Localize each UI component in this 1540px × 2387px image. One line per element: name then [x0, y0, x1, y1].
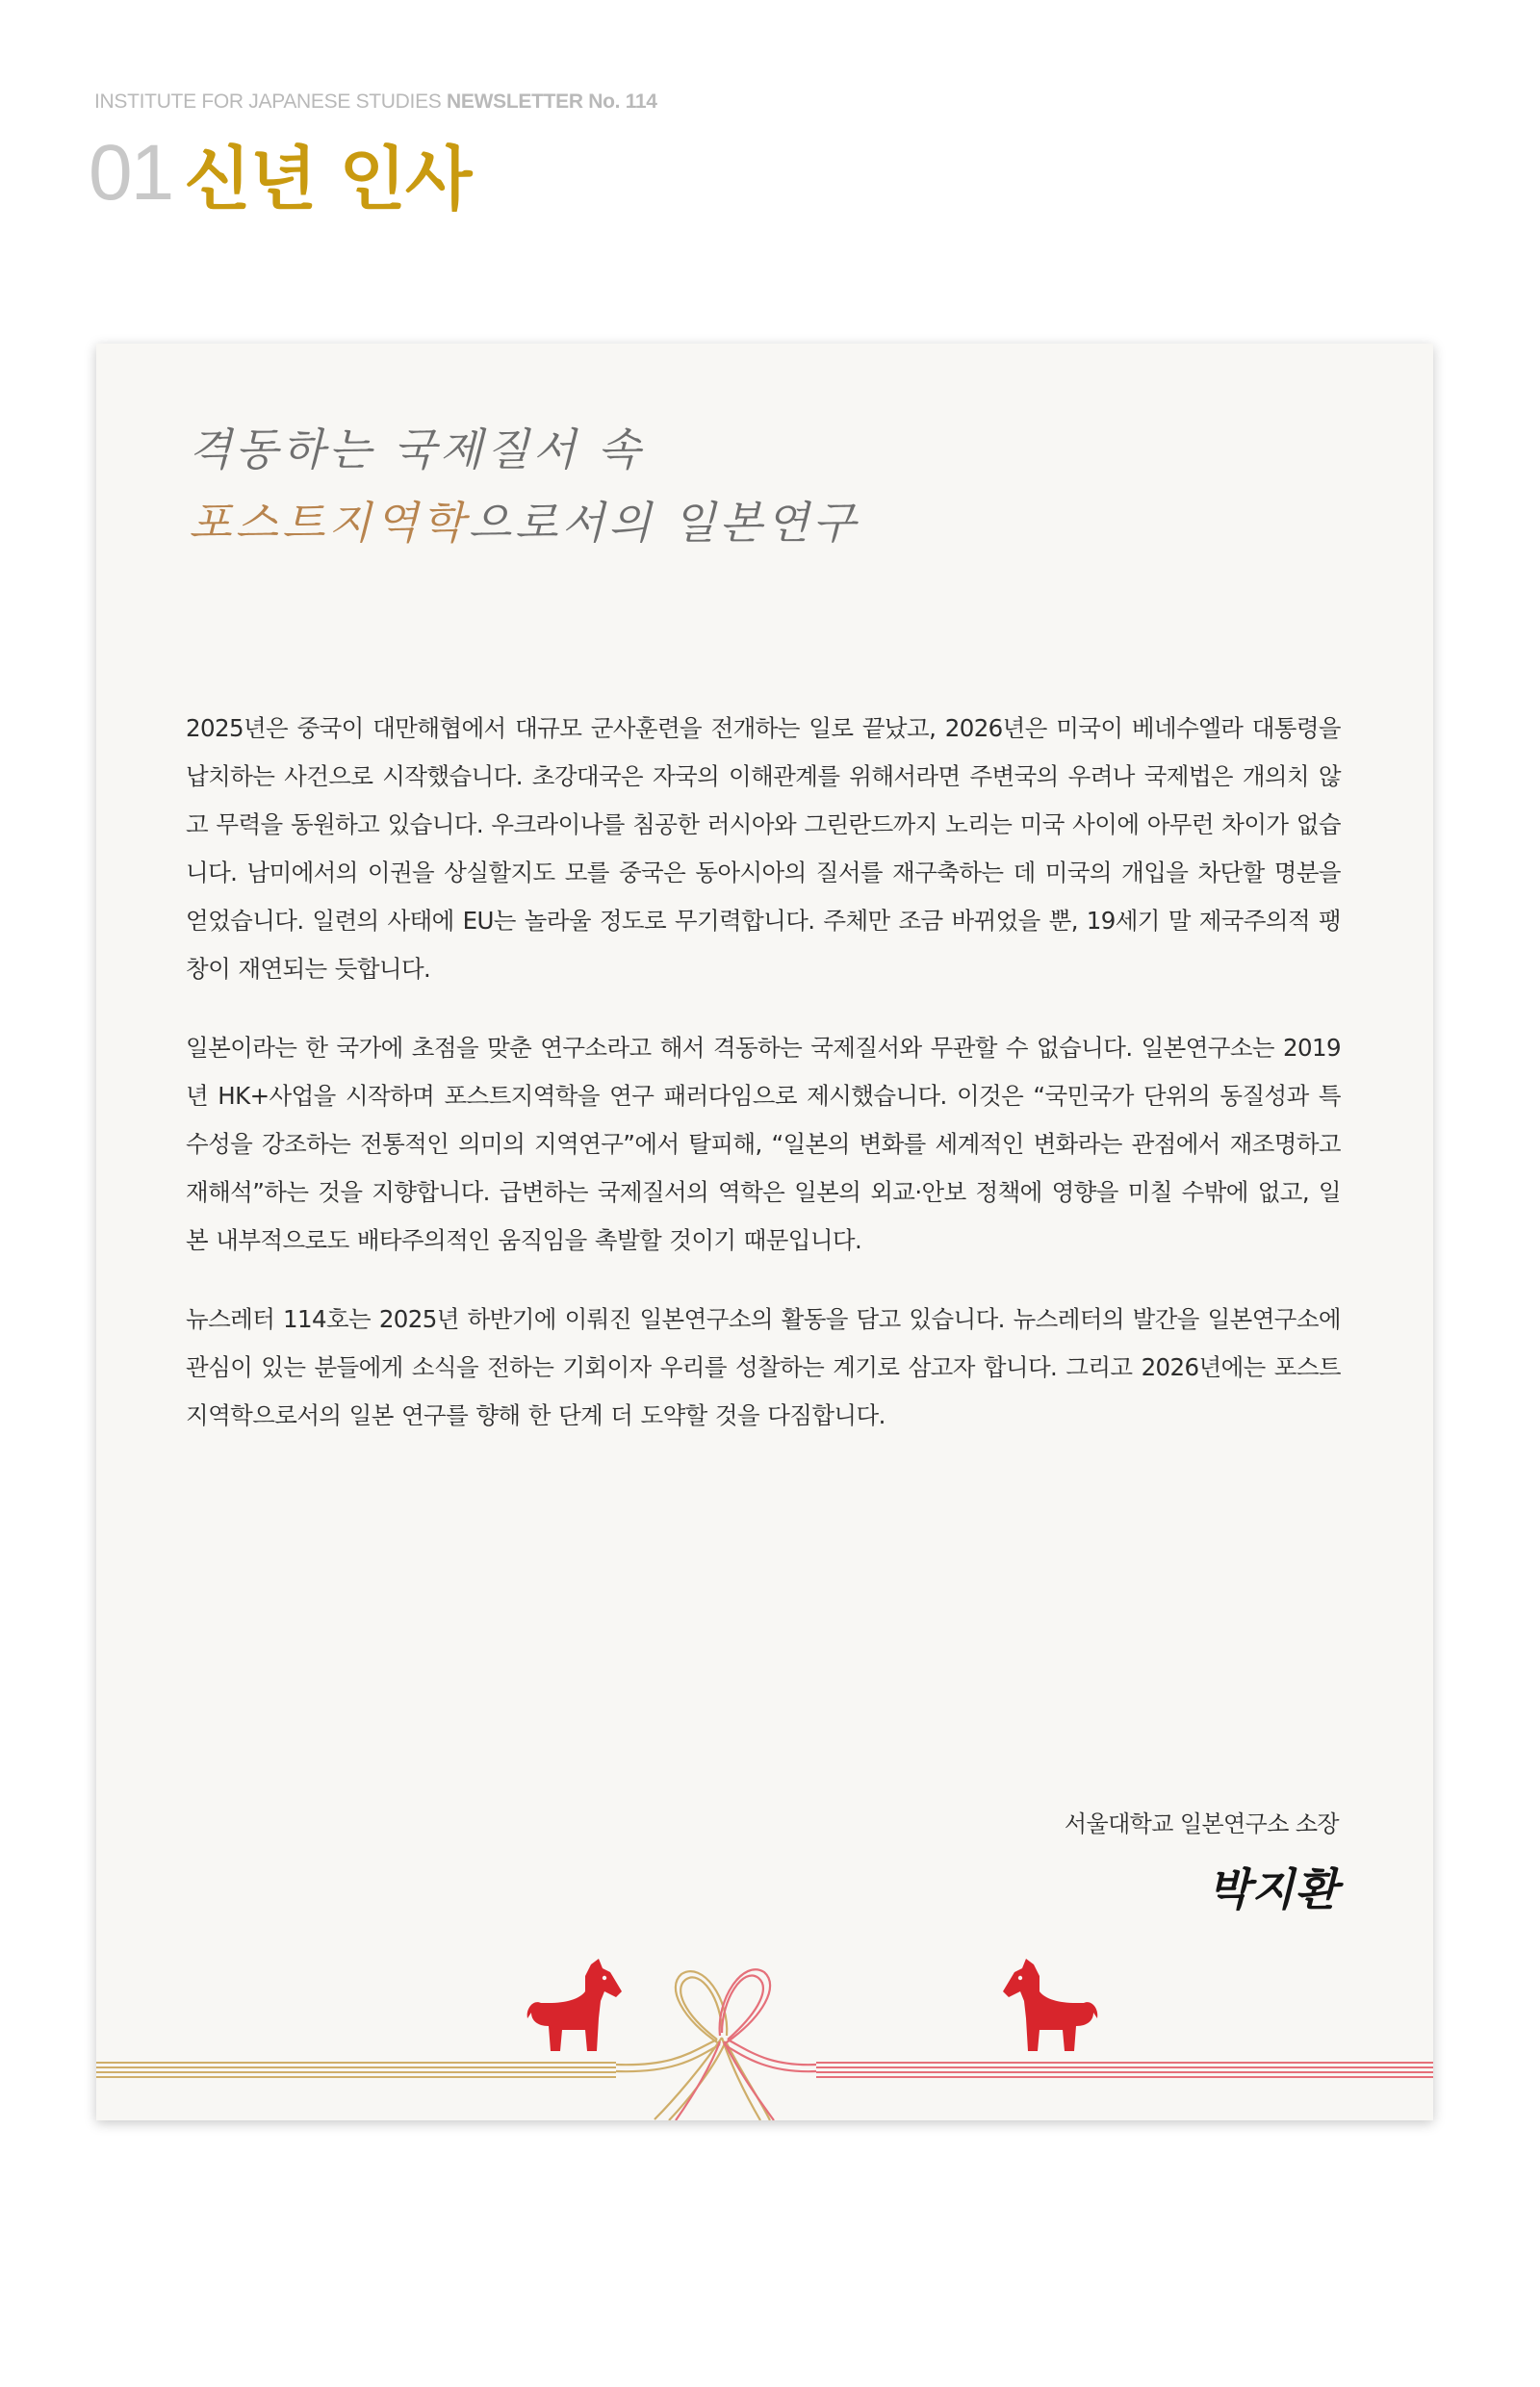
paragraph-3: 뉴스레터 114호는 2025년 하반기에 이뤄진 일본연구소의 활동을 담고 있습니다. 뉴스레터의 발간을 일본연구소에 관심이 있는 분들에게 소식을 전하는 기회이자 우리를 성찰하는 계기로 삼고자 합니다. 그리고 2026년에는 포스트지역학으로서의 일본 연구를 향해 한 단계 더 도약할 것을 다짐합니다. [186, 1305, 1341, 1429]
newsletter-number: NEWSLETTER No. 114 [447, 90, 657, 113]
mizuhiki-knot-icon [616, 1969, 816, 2120]
headline-line-1: 격동하는 국제질서 속 [189, 424, 645, 475]
paragraph-2: 일본이라는 한 국가에 초점을 맞춘 연구소라고 해서 격동하는 국제질서와 무관할 수 없습니다. 일본연구소는 2019년 HK+사업을 시작하며 포스트지역학을 연구 패러다임으로 제시했습니다. 이것은 “국민국가 단위의 동질성과 특수성을 강조하는 전통적인 의미의 지역연구”에서 탈피해, “일본의 변화를 세계적인 변화라는 관점에서 재조명하고 재해석”하는 것을 지향합니다. 급변하는 국제질서의 역학은 일본의 외교·안보 정책에 영향을 미칠 수밖에 없고, 일본 내부적으로도 배타주의적인 움직임을 촉발할 것이기 때문입니다. [186, 1034, 1341, 1254]
institute-name: INSTITUTE FOR JAPANESE STUDIES [94, 90, 442, 113]
signature-name: 박지환 [1207, 1863, 1339, 1915]
section-title [89, 123, 472, 223]
letter-body [186, 705, 1341, 1471]
section-heading: 신년 인사 [184, 139, 472, 219]
signature-affiliation: 서울대학교 일본연구소 소장 [1064, 1810, 1339, 1837]
new-year-decoration [96, 1845, 1433, 2120]
letter-card [96, 344, 1433, 2120]
section-number: 01 [89, 129, 173, 217]
paragraph-1: 2025년은 중국이 대만해협에서 대규모 군사훈련을 전개하는 일로 끝났고, 2026년은 미국이 베네수엘라 대통령을 납치하는 사건으로 시작했습니다. 초강대국은 자국의 이해관계를 위해서라면 주변국의 우려나 국제법은 개의치 않고 무력을 동원하고 있습니다. 우크라이나를 침공한 러시아와 그린란드까지 노리는 미국 사이에 아무런 차이가 없습니다. 남미에서의 이권을 상실할지도 모를 중국은 동아시아의 질서를 재구축하는 데 미국의 개입을 차단할 명분을 얻었습니다. 일련의 사태에 EU는 놀라울 정도로 무기력합니다. 주체만 조금 바뀌었을 뿐, 19세기 말 제국주의적 팽창이 재연되는 듯합니다. [186, 714, 1341, 983]
headline-rest: 으로서의 일본연구 [468, 497, 860, 549]
newsletter-meta [94, 90, 657, 114]
headline-line-2 [189, 486, 860, 559]
headline-highlight: 포스트지역학 [189, 497, 469, 549]
horse-left-icon [527, 1959, 622, 2051]
headline [189, 413, 860, 559]
horse-right-icon [1003, 1959, 1097, 2051]
